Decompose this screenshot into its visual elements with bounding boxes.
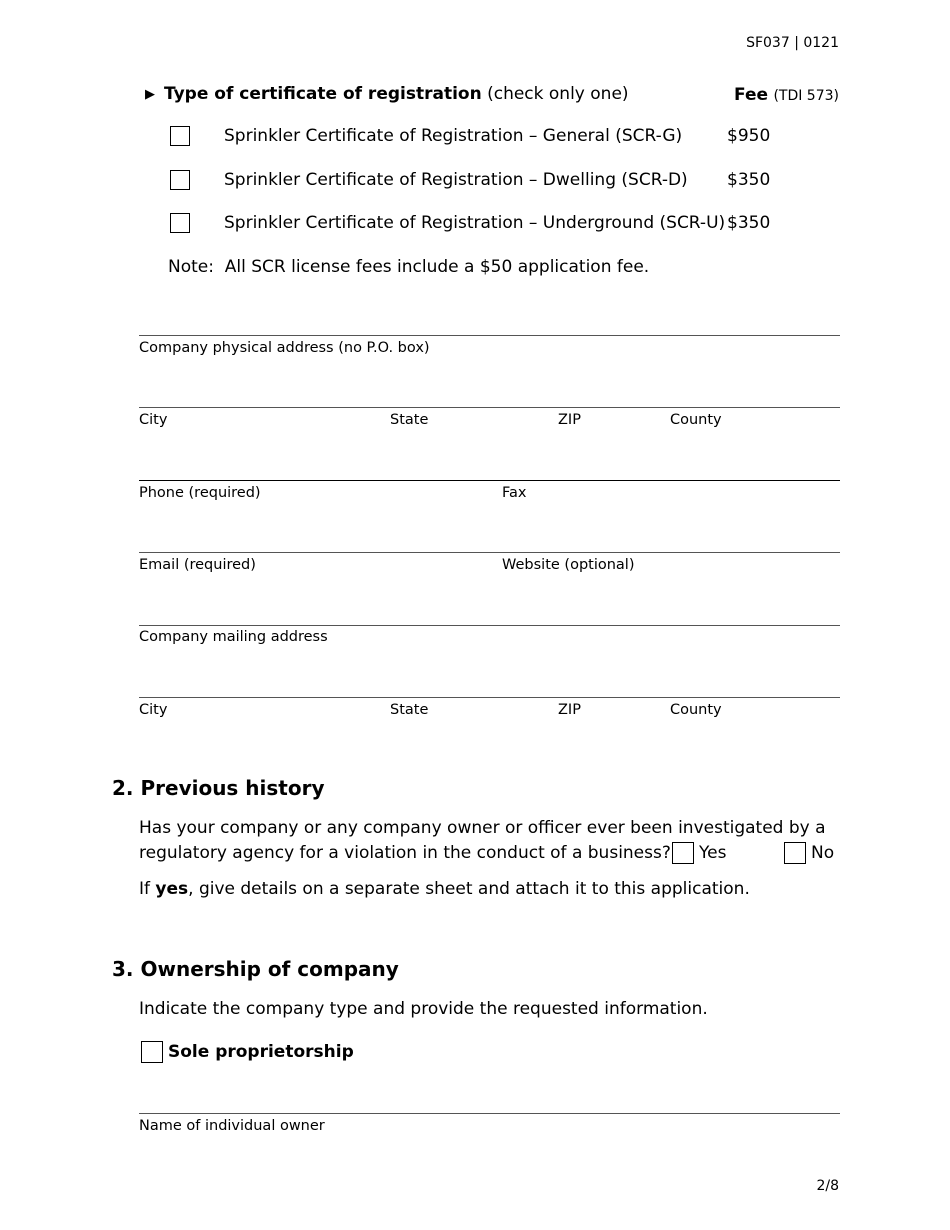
mailing-zip-label: ZIP: [558, 702, 581, 718]
fee-heading-note: (TDI 573): [773, 88, 839, 104]
phone-fax-field[interactable]: [139, 480, 840, 481]
triangle-right-icon: ▶: [145, 87, 155, 102]
mailing-state-label: State: [390, 702, 429, 718]
details-rest: , give details on a separate sheet and attach it to this application.: [188, 879, 750, 899]
ownership-instruction: Indicate the company type and provide the requested information.: [139, 999, 708, 1019]
scr-d-fee: $350: [727, 170, 771, 190]
certificate-heading-rest: (check only one): [487, 84, 629, 104]
scr-g-label: Sprinkler Certificate of Registration – General (SCR-G): [224, 126, 683, 146]
scr-d-checkbox[interactable]: [170, 170, 190, 190]
website-label: Website (optional): [502, 557, 635, 573]
details-bold: yes: [155, 879, 189, 899]
form-code: SF037 | 0121: [746, 35, 839, 51]
history-question-line1: Has your company or any company owner or officer ever been investigated by a: [139, 818, 826, 838]
fee-heading-bold: Fee: [734, 85, 769, 105]
fee-heading: [734, 85, 839, 105]
mailing-city-label: City: [139, 702, 168, 718]
page-number: 2/8: [816, 1178, 839, 1194]
phone-label: Phone (required): [139, 485, 261, 501]
owner-name-label: Name of individual owner: [139, 1118, 325, 1134]
email-website-field[interactable]: [139, 552, 840, 553]
fax-label: Fax: [502, 485, 527, 501]
certificate-type-heading: [145, 84, 629, 104]
mailing-address-field[interactable]: [139, 625, 840, 626]
sole-proprietorship-label: Sole proprietorship: [168, 1042, 354, 1062]
history-question-line2: regulatory agency for a violation in the conduct of a business?: [139, 843, 671, 863]
history-yes-checkbox[interactable]: [672, 842, 694, 864]
history-no-label: No: [811, 843, 835, 863]
physical-address-field[interactable]: [139, 335, 840, 336]
mailing-address-label: Company mailing address: [139, 629, 328, 645]
history-yes-label: Yes: [699, 843, 727, 863]
history-no-checkbox[interactable]: [784, 842, 806, 864]
scr-g-fee: $950: [727, 126, 771, 146]
scr-d-label: Sprinkler Certificate of Registration – Dwelling (SCR-D): [224, 170, 688, 190]
previous-history-title: 2. Previous history: [112, 776, 325, 800]
physical-county-label: County: [670, 412, 722, 428]
scr-u-checkbox[interactable]: [170, 213, 190, 233]
scr-u-label: Sprinkler Certificate of Registration – Underground (SCR-U): [224, 213, 726, 233]
physical-address-label: Company physical address (no P.O. box): [139, 340, 430, 356]
physical-state-label: State: [390, 412, 429, 428]
email-label: Email (required): [139, 557, 256, 573]
details-prefix: If: [139, 879, 156, 899]
sole-proprietorship-checkbox[interactable]: [141, 1041, 163, 1063]
certificate-heading-bold: Type of certificate of registration: [164, 84, 482, 104]
history-details-instruction: [139, 877, 750, 902]
scr-u-fee: $350: [727, 213, 771, 233]
scr-g-checkbox[interactable]: [170, 126, 190, 146]
owner-name-field[interactable]: [139, 1113, 840, 1114]
physical-zip-label: ZIP: [558, 412, 581, 428]
mailing-city-state-zip-field[interactable]: [139, 697, 840, 698]
fee-note: Note: All SCR license fees include a $50 application fee.: [168, 257, 650, 277]
physical-city-label: City: [139, 412, 168, 428]
mailing-county-label: County: [670, 702, 722, 718]
ownership-title: 3. Ownership of company: [112, 957, 399, 981]
physical-city-state-zip-field[interactable]: [139, 407, 840, 408]
